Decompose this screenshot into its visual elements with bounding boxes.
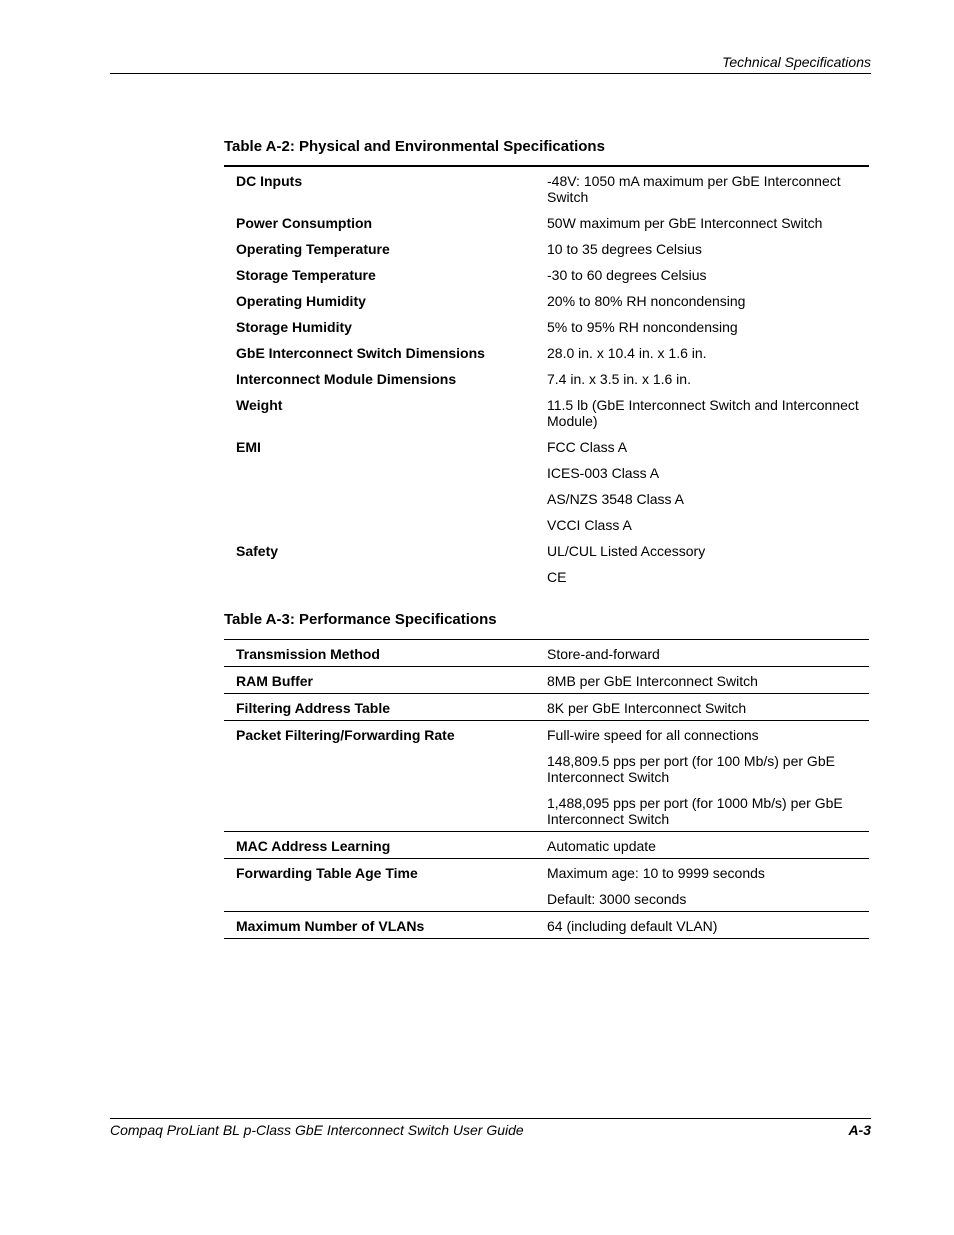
spec-values xyxy=(547,293,869,309)
spec-value: FCC Class A xyxy=(547,439,628,455)
spec-value: 64 (including default VLAN) xyxy=(547,918,718,934)
table-row xyxy=(224,640,869,667)
table-row xyxy=(224,832,869,859)
spec-label: Storage Humidity xyxy=(236,319,352,335)
spec-values xyxy=(547,918,869,934)
spec-label: Filtering Address Table xyxy=(236,700,391,716)
spec-value: CE xyxy=(547,569,567,585)
table-a3 xyxy=(224,639,869,939)
spec-values xyxy=(547,397,869,429)
spec-label: RAM Buffer xyxy=(236,673,313,689)
spec-label: Operating Temperature xyxy=(236,241,390,257)
spec-value: -30 to 60 degrees Celsius xyxy=(547,267,707,283)
spec-value: Maximum age: 10 to 9999 seconds xyxy=(547,865,765,881)
table-row xyxy=(224,694,869,721)
spec-value: Store-and-forward xyxy=(547,646,660,662)
spec-value: 28.0 in. x 10.4 in. x 1.6 in. xyxy=(547,345,707,361)
spec-value: ICES-003 Class A xyxy=(547,465,660,481)
spec-values xyxy=(547,241,869,257)
spec-label: Packet Filtering/Forwarding Rate xyxy=(236,727,455,743)
table-row xyxy=(224,667,869,694)
spec-value: 8MB per GbE Interconnect Switch xyxy=(547,673,758,689)
spec-label: GbE Interconnect Switch Dimensions xyxy=(236,345,485,361)
spec-value: 11.5 lb (GbE Interconnect Switch and Interconnect Module) xyxy=(547,397,859,429)
spec-label: Maximum Number of VLANs xyxy=(236,918,425,934)
spec-value: AS/NZS 3548 Class A xyxy=(547,491,684,507)
spec-value: 10 to 35 degrees Celsius xyxy=(547,241,702,257)
spec-values xyxy=(547,215,869,231)
table-row xyxy=(224,339,869,365)
spec-value: 148,809.5 pps per port (for 100 Mb/s) per GbE Interconnect Switch xyxy=(547,753,835,785)
spec-values xyxy=(547,838,869,854)
spec-values xyxy=(547,727,869,827)
spec-value: 7.4 in. x 3.5 in. x 1.6 in. xyxy=(547,371,691,387)
spec-label: Interconnect Module Dimensions xyxy=(236,371,457,387)
spec-value: 1,488,095 pps per port (for 1000 Mb/s) per GbE Interconnect Switch xyxy=(547,795,843,827)
spec-values xyxy=(547,865,869,907)
spec-values xyxy=(547,673,869,689)
spec-label: Transmission Method xyxy=(236,646,380,662)
page-header xyxy=(110,54,871,74)
spec-values xyxy=(547,173,869,205)
spec-label: EMI xyxy=(236,439,261,455)
spec-label: Forwarding Table Age Time xyxy=(236,865,418,881)
spec-label: Power Consumption xyxy=(236,215,373,231)
table-row xyxy=(224,912,869,939)
spec-values xyxy=(547,267,869,283)
spec-label: Storage Temperature xyxy=(236,267,376,283)
table-row xyxy=(224,235,869,261)
table-row xyxy=(224,391,869,433)
table-a2-title: Table A-2: Physical and Environmental Specifications xyxy=(224,138,605,155)
table-row xyxy=(224,287,869,313)
spec-values xyxy=(547,439,869,533)
spec-label: Safety xyxy=(236,543,279,559)
table-row xyxy=(224,433,869,537)
spec-values xyxy=(547,319,869,335)
table-row xyxy=(224,859,869,912)
spec-value: 5% to 95% RH noncondensing xyxy=(547,319,738,335)
spec-value: 8K per GbE Interconnect Switch xyxy=(547,700,747,716)
header-section-title: Technical Specifications xyxy=(722,54,871,70)
table-row xyxy=(224,721,869,832)
spec-value: Default: 3000 seconds xyxy=(547,891,687,907)
table-a2 xyxy=(224,165,869,589)
spec-value: -48V: 1050 mA maximum per GbE Interconnect Switch xyxy=(547,173,841,205)
spec-value: UL/CUL Listed Accessory xyxy=(547,543,706,559)
table-row xyxy=(224,365,869,391)
page-footer xyxy=(110,1118,871,1138)
table-row xyxy=(224,313,869,339)
spec-value: 50W maximum per GbE Interconnect Switch xyxy=(547,215,823,231)
table-row xyxy=(224,261,869,287)
spec-values xyxy=(547,646,869,662)
spec-label: DC Inputs xyxy=(236,173,303,189)
spec-label: MAC Address Learning xyxy=(236,838,391,854)
spec-value: 20% to 80% RH noncondensing xyxy=(547,293,746,309)
spec-values xyxy=(547,543,869,585)
table-a3-title: Table A-3: Performance Specifications xyxy=(224,611,497,628)
spec-label: Weight xyxy=(236,397,283,413)
spec-values xyxy=(547,371,869,387)
table-row xyxy=(224,167,869,209)
spec-value: Automatic update xyxy=(547,838,656,854)
spec-values xyxy=(547,345,869,361)
table-row xyxy=(224,537,869,589)
spec-values xyxy=(547,700,869,716)
spec-label: Operating Humidity xyxy=(236,293,366,309)
spec-value: VCCI Class A xyxy=(547,517,632,533)
spec-value: Full-wire speed for all connections xyxy=(547,727,759,743)
page-number: A-3 xyxy=(848,1122,871,1138)
table-row xyxy=(224,209,869,235)
footer-doc-title: Compaq ProLiant BL p-Class GbE Interconnect Switch User Guide xyxy=(110,1122,524,1138)
